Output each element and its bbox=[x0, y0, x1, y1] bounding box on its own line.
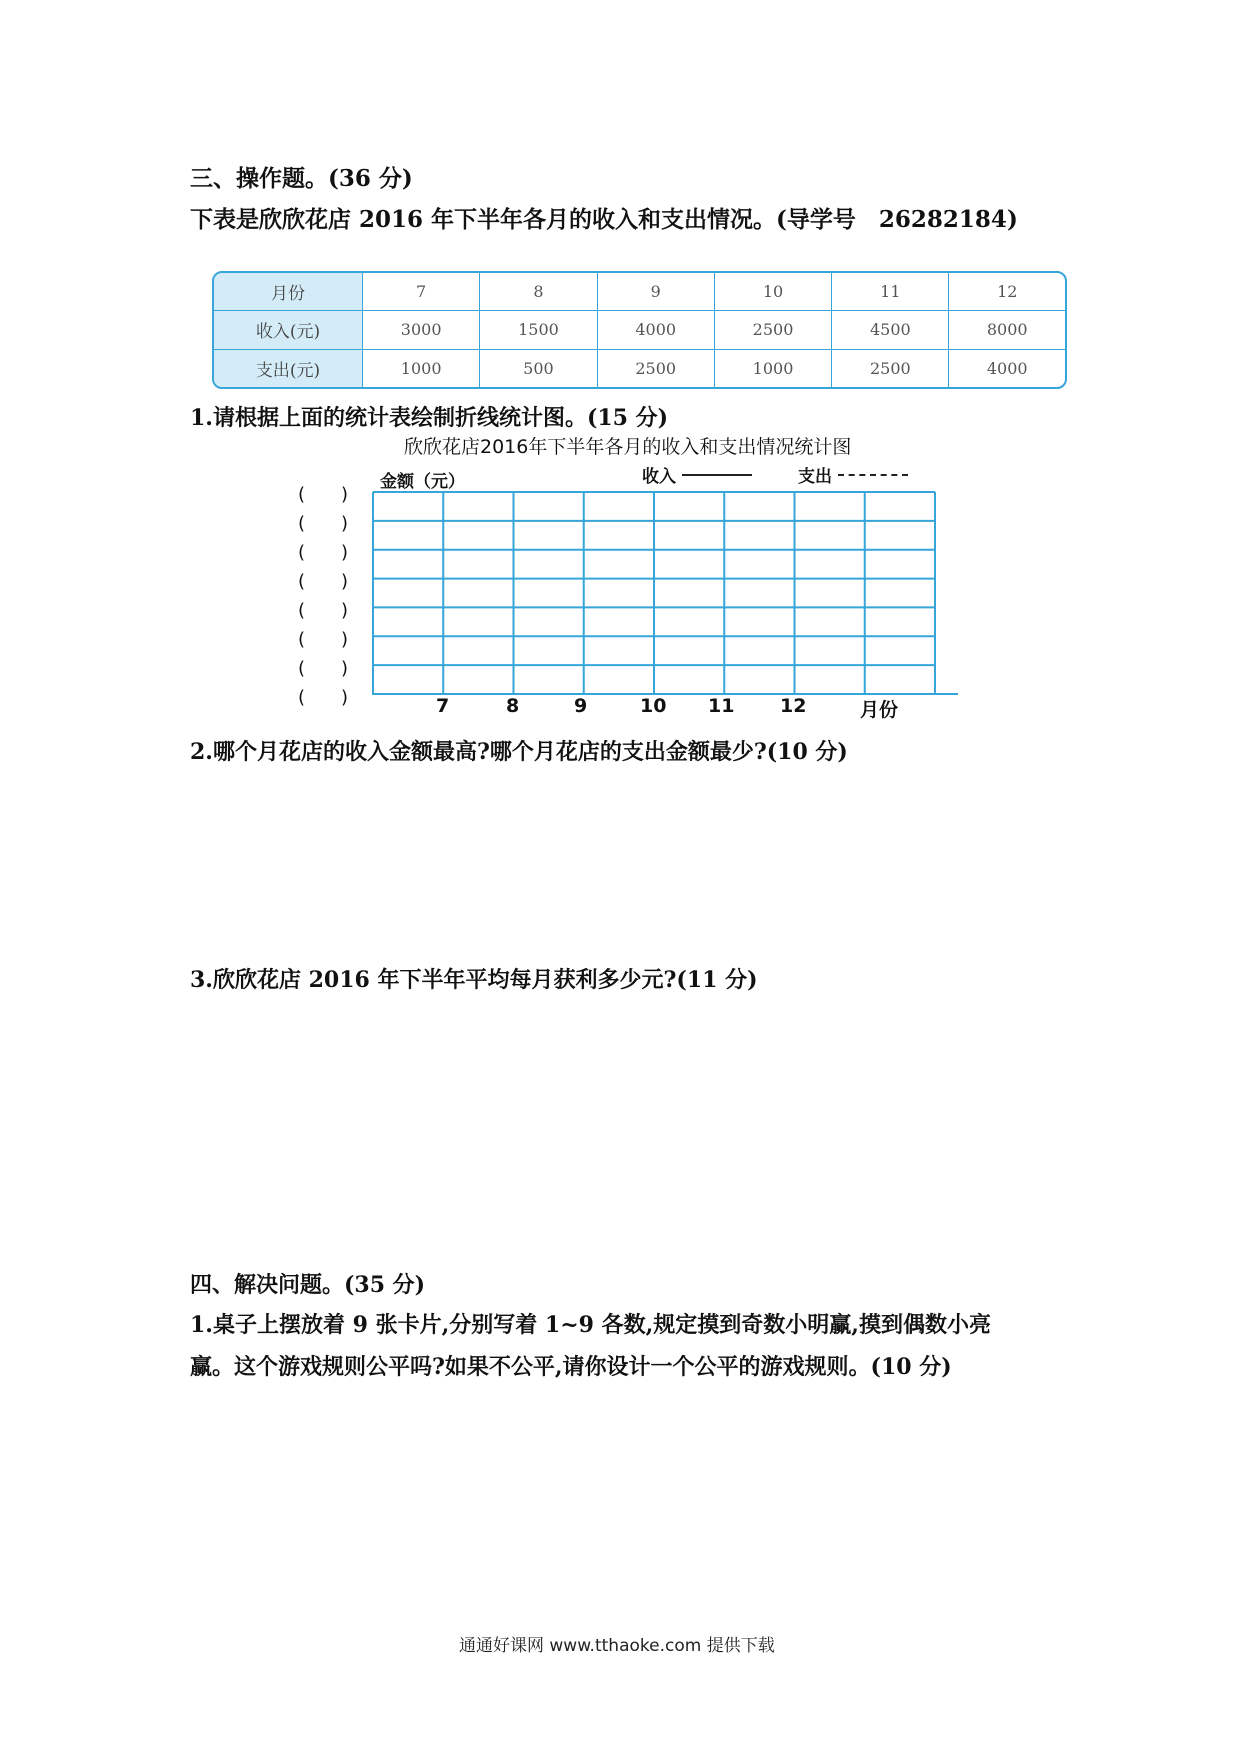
chart-grid bbox=[0, 0, 1240, 760]
x-tick-label: 8 bbox=[506, 695, 520, 717]
x-axis-unit: 月份 bbox=[860, 699, 899, 721]
chart-title: 欣欣花店2016年下半年各月的收入和支出情况统计图 bbox=[404, 436, 852, 458]
table-cell: 8000 bbox=[949, 311, 1065, 349]
table-cell: 8 bbox=[480, 273, 597, 311]
table-cell: 3000 bbox=[363, 311, 480, 349]
legend-income-label: 收入 bbox=[642, 467, 676, 487]
section-3-intro: 下表是欣欣花店 2016 年下半年各月的收入和支出情况。(导学号 26282184) bbox=[190, 206, 1018, 233]
section-4-heading: 四、解决问题。(35 分) bbox=[190, 1272, 426, 1298]
table-cell: 1500 bbox=[480, 311, 597, 349]
row-label: 月份 bbox=[214, 273, 363, 311]
table-cell: 2500 bbox=[597, 349, 714, 387]
table-cell: 1000 bbox=[363, 349, 480, 387]
table-cell: 4500 bbox=[832, 311, 949, 349]
question-3-1: 1.请根据上面的统计表绘制折线统计图。(15 分) bbox=[190, 405, 669, 431]
x-tick-label: 9 bbox=[574, 695, 588, 717]
x-tick-label: 11 bbox=[708, 695, 735, 717]
table-cell: 1000 bbox=[714, 349, 831, 387]
question-4-1-line-2: 赢。这个游戏规则公平吗?如果不公平,请你设计一个公平的游戏规则。(10 分) bbox=[190, 1354, 952, 1380]
x-tick-label: 12 bbox=[780, 695, 807, 717]
x-tick-label: 7 bbox=[436, 695, 450, 717]
question-3-3: 3.欣欣花店 2016 年下半年平均每月获利多少元?(11 分) bbox=[190, 967, 758, 993]
table-cell: 12 bbox=[949, 273, 1065, 311]
table-cell: 11 bbox=[832, 273, 949, 311]
y-axis-blank: ( ) bbox=[298, 571, 349, 592]
row-label: 支出(元) bbox=[214, 349, 363, 387]
y-axis-blank: ( ) bbox=[298, 484, 349, 505]
question-4-1-line-1: 1.桌子上摆放着 9 张卡片,分别写着 1~9 各数,规定摸到奇数小明赢,摸到偶数小亮 bbox=[190, 1312, 991, 1338]
section-3-heading: 三、操作题。(36 分) bbox=[190, 165, 413, 192]
legend-expense-label: 支出 bbox=[798, 467, 832, 487]
y-axis-blank: ( ) bbox=[298, 629, 349, 650]
question-3-2: 2.哪个月花店的收入金额最高?哪个月花店的支出金额最少?(10 分) bbox=[190, 739, 848, 765]
table-cell: 2500 bbox=[714, 311, 831, 349]
table-cell: 2500 bbox=[832, 349, 949, 387]
footer: 通通好课网 www.tthaoke.com 提供下载 bbox=[459, 1636, 775, 1656]
y-axis-blank: ( ) bbox=[298, 600, 349, 621]
row-label: 收入(元) bbox=[214, 311, 363, 349]
table-cell: 7 bbox=[363, 273, 480, 311]
table-cell: 4000 bbox=[597, 311, 714, 349]
table-cell: 9 bbox=[597, 273, 714, 311]
y-axis-blank: ( ) bbox=[298, 513, 349, 534]
table-cell: 500 bbox=[480, 349, 597, 387]
y-axis-blank: ( ) bbox=[298, 687, 349, 708]
table-cell: 4000 bbox=[949, 349, 1065, 387]
y-axis-blank: ( ) bbox=[298, 542, 349, 563]
table-cell: 10 bbox=[714, 273, 831, 311]
x-tick-label: 10 bbox=[640, 695, 667, 717]
chart-ylabel: 金额（元） bbox=[380, 472, 465, 492]
y-axis-blank: ( ) bbox=[298, 658, 349, 679]
